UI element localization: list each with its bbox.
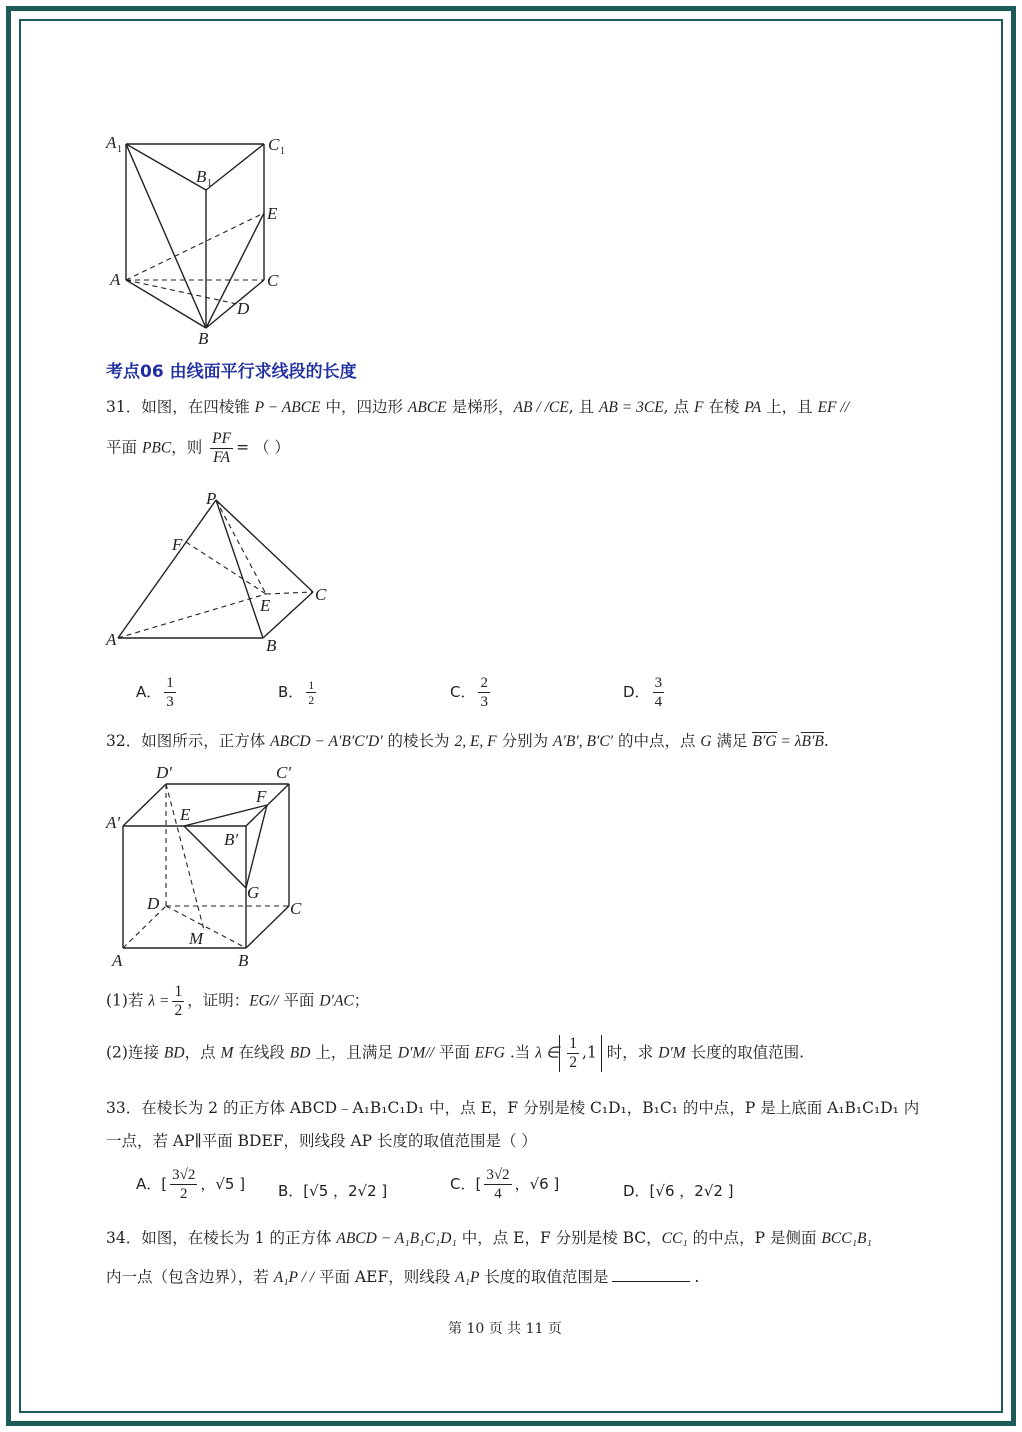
label-D: D <box>237 299 250 318</box>
label-E: E <box>267 204 278 223</box>
section-heading: 考点06 由线面平行求线段的长度 <box>106 362 357 382</box>
prism-figure <box>100 128 320 348</box>
cube-label-E: E <box>180 805 191 824</box>
q31-option-d[interactable]: D． $\frac{3}{4}$ <box>623 675 663 710</box>
label-C1: C <box>268 135 280 154</box>
cube-label-Ap: A′ <box>106 813 121 832</box>
q34-line2: 内一点（包含边界），若 A₁P / / 平面 AEF，则线段 A₁P 长度的取值范围是 . <box>106 1268 700 1286</box>
q31-option-c[interactable]: C． $\frac{2}{3}$ <box>450 675 488 710</box>
cube-label-C: C <box>290 899 302 918</box>
q34-line1: 34．如图，在棱长为 1 的正方体 ABCD − A₁B₁C₁D₁ 中，点 E，F 分别是棱 BC，CC₁ 的中点，P 是侧面 BCC₁B₁ <box>106 1229 872 1247</box>
cube-figure <box>100 760 340 972</box>
q33-line2: 一点，若 AP∥平面 BDEF，则线段 AP 长度的取值范围是（ ） <box>106 1132 537 1150</box>
q32-line: 32．如图所示，正方体 ABCD − A′B′C′D′ 的棱长为 2, E, F 分别为 A′B′, B′C′ 的中点，点 G 满足 B′G = λB′B. <box>106 732 829 750</box>
pyr-label-F: F <box>172 535 183 554</box>
label-B: B <box>198 329 209 348</box>
q31-option-b[interactable]: B． $\frac{1}{2}$ <box>278 678 315 707</box>
label-A: A <box>110 270 121 289</box>
q33-line1: 33．在棱长为 2 的正方体 ABCD﹣A₁B₁C₁D₁ 中，点 E，F 分别是棱 C₁D₁，B₁C₁ 的中点，P 是上底面 A₁B₁C₁D₁ 内 <box>106 1099 920 1117</box>
label-C: C <box>267 271 279 290</box>
cube-label-Bp: B′ <box>224 830 239 849</box>
q31-line2: 平面 PBC，则 $\frac{PF}{FA}$ = （ ） <box>106 430 290 466</box>
pyr-label-E: E <box>260 596 271 615</box>
pyr-label-C: C <box>315 585 327 604</box>
answer-blank[interactable] <box>612 1267 690 1282</box>
q32-part2: (2)连接 BD，点 M 在线段 BD 上，且满足 D′M// 平面 EFG .当 λ ∈ $\frac{1}{2}$ ,1 时，求 D′M 长度的取值范围. <box>106 1035 805 1071</box>
pyramid-figure <box>100 486 340 656</box>
label-B1-sub: 1 <box>207 178 212 189</box>
q33-option-d[interactable]: D．[√6 ，2√2 ] <box>623 1182 734 1200</box>
label-C1-sub: 1 <box>280 146 285 157</box>
cube-label-M: M <box>189 929 204 948</box>
cube-label-Cp: C′ <box>276 763 292 782</box>
q33-option-a[interactable]: A．[ $\frac{3√2}{2}$ ，√5 ] <box>136 1167 246 1202</box>
pyr-label-A: A <box>106 630 117 649</box>
q32-part1: (1)若 λ = $\frac{1}{2}$ ，证明：EG// 平面 D′AC； <box>106 983 370 1019</box>
cube-label-D: D <box>147 894 160 913</box>
cube-label-A: A <box>112 951 123 970</box>
cube-label-F: F <box>256 787 267 806</box>
label-B1: B <box>196 167 207 186</box>
q33-option-c[interactable]: C．[ $\frac{3√2}{4}$ ，√6 ] <box>450 1167 560 1202</box>
label-A1: A <box>106 133 117 152</box>
label-A1-sub: 1 <box>117 144 122 155</box>
q31-line1: 31．如图，在四棱锥 P − ABCE 中，四边形 ABCE 是梯形，AB / /CE, 且 AB = 3CE, 点 F 在棱 PA 上，且 EF // <box>106 398 850 416</box>
q31-option-a[interactable]: A． $\frac{1}{3}$ <box>136 675 174 710</box>
cube-label-G: G <box>247 883 260 902</box>
cube-label-B: B <box>238 951 249 970</box>
q31-fraction: $\frac{PF}{FA}$ <box>212 430 232 466</box>
pyr-label-P: P <box>206 489 217 508</box>
cube-label-Dp: D′ <box>156 763 172 782</box>
q33-option-b[interactable]: B．[√5 ，2√2 ] <box>278 1182 388 1200</box>
pyr-label-B: B <box>266 636 277 655</box>
page-footer: 第 10 页 共 11 页 <box>448 1321 562 1337</box>
